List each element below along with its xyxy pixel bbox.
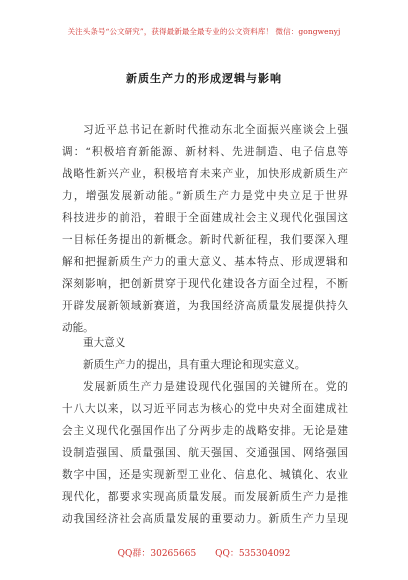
text-line: 数字中国，还是实现新型工业化、信息化、城镇化、农业 <box>62 469 348 481</box>
text-line: 动我国经济社会高质量发展的重要动力。新质生产力呈现 <box>62 513 348 525</box>
text-line: 新质生产力的提出，具有重大理论和现实意义。 <box>83 359 306 371</box>
text-line: 习近平总书记在新时代推动东北全面振兴座谈会上强 <box>83 124 348 136</box>
paragraph-significance <box>62 354 348 376</box>
text-line: 科技进步的前沿，着眼于全面建成社会主义现代化强国这 <box>62 212 348 224</box>
text-line: 动能。 <box>62 322 94 334</box>
text-line: 设制造强国、质量强国、航天强国、交通强国、网络强国 <box>62 447 348 459</box>
text-line: 调：“积极培育新能源、新材料、先进制造、电子信息等 <box>62 146 348 158</box>
section-heading: 重大意义 <box>83 337 126 349</box>
text-line: 解和把握新质生产力的重大意义、基本特点、形成逻辑和 <box>62 256 348 268</box>
text-line: 发展新质生产力是建设现代化强国的关键所在。党的 <box>83 381 348 393</box>
text-line: 十八大以来，以习近平同志为核心的党中央对全面建成社 <box>62 403 348 415</box>
text-line: 会主义现代化强国作出了分两步走的战略安排。无论是建 <box>62 425 348 437</box>
paragraph-intro <box>62 119 348 339</box>
text-line: 力，增强发展新动能。”新质生产力是党中央立足于世界 <box>62 190 348 202</box>
text-line: 深刻影响，把创新贯穿于现代化建设各方面全过程，不断 <box>62 278 348 290</box>
paragraph-key <box>62 376 348 530</box>
text-line: 开辟发展新领域新赛道，为我国经济高质量发展提供持久 <box>62 300 348 312</box>
text-line: 现代化，都要求实现高质量发展。而发展新质生产力是推 <box>62 491 348 503</box>
footer-qq: QQ：535304092 <box>215 549 291 559</box>
footer <box>0 546 408 559</box>
document-title: 新质生产力的形成逻辑与影响 <box>126 72 282 85</box>
footer-qq-group: QQ群：30265665 <box>117 549 197 559</box>
text-line: 一目标任务提出的新概念。新时代新征程，我们要深入理 <box>62 234 348 246</box>
header-banner: 关注头条号“公文研究”，获得最新最全最专业的公文资料库！ 微信：gongwenyj <box>67 27 341 36</box>
text-line: 战略性新兴产业，积极培育未来产业，加快形成新质生产 <box>62 168 348 180</box>
